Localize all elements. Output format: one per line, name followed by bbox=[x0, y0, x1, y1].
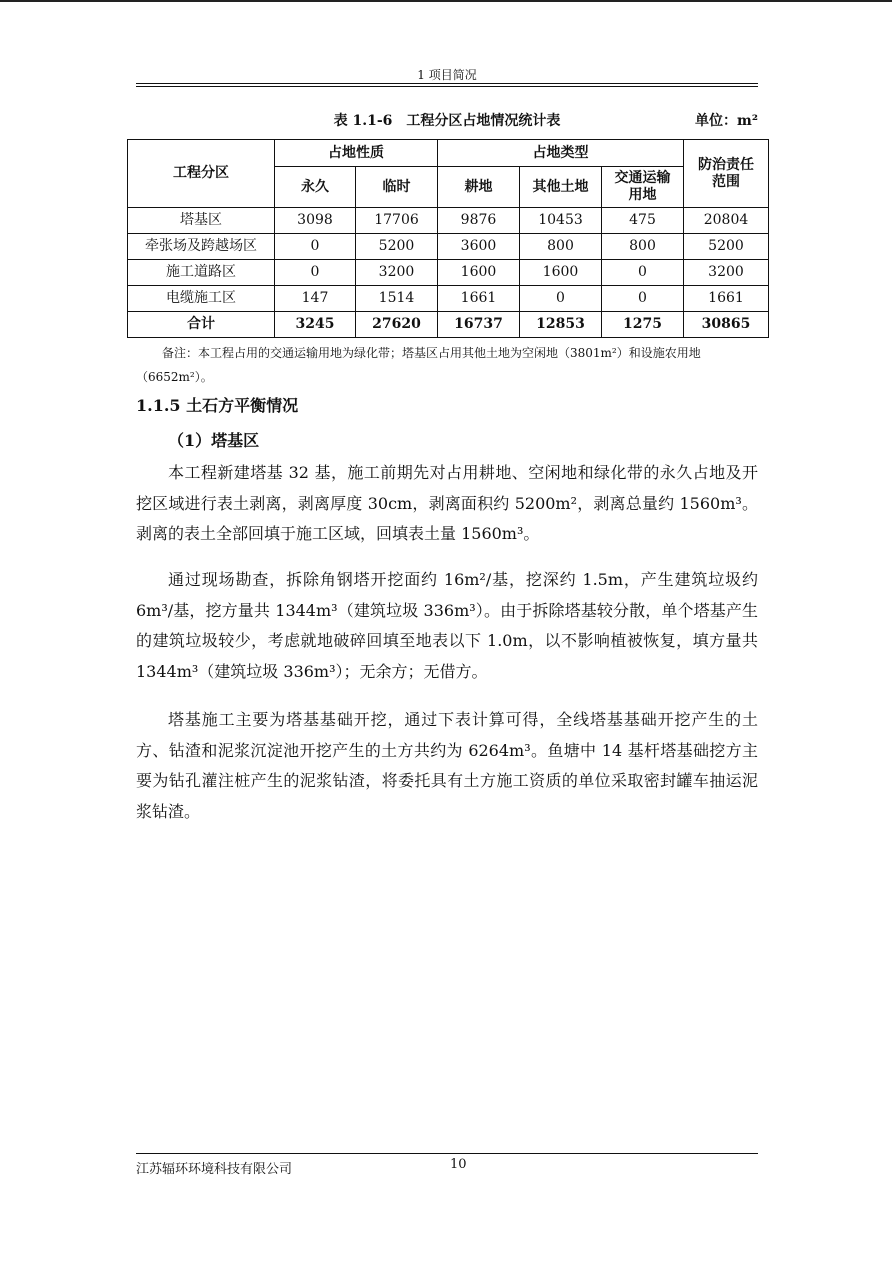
cell-permanent: 0 bbox=[275, 260, 356, 286]
header-transport bbox=[602, 167, 684, 208]
body-paragraph: 本工程新建塔基 32 基，施工前期先对占用耕地、空闲地和绿化带的永久占地及开挖区域进行表土剥离，剥离厚度 30cm，剥离面积约 5200m²，剥离总量约 1560m³。剥离的表土全部回填于施工区域，回填表土量 1560m³。 bbox=[136, 463, 758, 543]
running-header: 1 项目简况 bbox=[417, 68, 477, 82]
cell-temporary: 1514 bbox=[356, 286, 438, 312]
cell-zone: 电缆施工区 bbox=[128, 286, 275, 312]
cell-responsibility: 3200 bbox=[684, 260, 769, 286]
table-header-row bbox=[128, 140, 769, 167]
header-land-nature: 占地性质 bbox=[275, 140, 438, 167]
table-row bbox=[128, 234, 769, 260]
cell-other-land: 10453 bbox=[520, 208, 602, 234]
header-rule-thin bbox=[136, 86, 758, 87]
cell-transport: 0 bbox=[602, 260, 684, 286]
footer-company: 江苏辐环环境科技有限公司 bbox=[136, 1162, 293, 1177]
header-cultivated: 耕地 bbox=[438, 167, 520, 208]
cell-cultivated: 3600 bbox=[438, 234, 520, 260]
cell-responsibility: 1661 bbox=[684, 286, 769, 312]
cell-temporary: 5200 bbox=[356, 234, 438, 260]
total-transport: 1275 bbox=[602, 312, 684, 338]
body-paragraph: 通过现场勘查，拆除角钢塔开挖面约 16m²/基，挖深约 1.5m，产生建筑垃圾约 6m³/基，挖方量共 1344m³（建筑垃圾 336m³）。由于拆除塔基较分散，单个塔基产生的建筑垃圾较少，考虑就地破碎回填至地表以下 1.0m，以不影响植被恢复，填方量共 1344m³（建筑垃圾 336m³）；无余方；无借方。 bbox=[136, 570, 758, 681]
cell-responsibility: 20804 bbox=[684, 208, 769, 234]
cell-zone: 牵张场及跨越场区 bbox=[128, 234, 275, 260]
land-use-table bbox=[127, 139, 769, 338]
header-rule bbox=[136, 83, 758, 84]
total-zone: 合计 bbox=[128, 312, 275, 338]
cell-responsibility: 5200 bbox=[684, 234, 769, 260]
section-heading: 1.1.5 土石方平衡情况 bbox=[136, 396, 299, 415]
header-zone: 工程分区 bbox=[128, 140, 275, 208]
table-row bbox=[128, 286, 769, 312]
cell-cultivated: 1600 bbox=[438, 260, 520, 286]
total-responsibility: 30865 bbox=[684, 312, 769, 338]
cell-permanent: 3098 bbox=[275, 208, 356, 234]
cell-temporary: 17706 bbox=[356, 208, 438, 234]
header-permanent: 永久 bbox=[275, 167, 356, 208]
table-title: 表 1.1-6 工程分区占地情况统计表 bbox=[333, 113, 561, 129]
table-total-row bbox=[128, 312, 769, 338]
header-land-type: 占地类型 bbox=[438, 140, 684, 167]
cell-other-land: 0 bbox=[520, 286, 602, 312]
body-paragraph: 塔基施工主要为塔基基础开挖，通过下表计算可得，全线塔基基础开挖产生的土方、钻渣和泥浆沉淀池开挖产生的土方共约为 6264m³。鱼塘中 14 基杆塔基础挖方主要为钻孔灌注桩产生的泥浆钻渣，将委托具有土方施工资质的单位采取密封罐车抽运泥浆钻渣。 bbox=[136, 710, 758, 821]
cell-transport: 475 bbox=[602, 208, 684, 234]
cell-temporary: 3200 bbox=[356, 260, 438, 286]
cell-transport: 800 bbox=[602, 234, 684, 260]
header-responsibility bbox=[684, 140, 769, 208]
header-temporary: 临时 bbox=[356, 167, 438, 208]
total-cultivated: 16737 bbox=[438, 312, 520, 338]
cell-permanent: 147 bbox=[275, 286, 356, 312]
cell-cultivated: 1661 bbox=[438, 286, 520, 312]
table-caption bbox=[136, 110, 758, 130]
page-number: 10 bbox=[450, 1157, 467, 1172]
table-unit: 单位：m² bbox=[695, 113, 758, 129]
page-top-border bbox=[0, 0, 892, 2]
footer-rule bbox=[136, 1153, 758, 1154]
cell-permanent: 0 bbox=[275, 234, 356, 260]
header-responsibility-text: 防治责任范围 bbox=[698, 156, 754, 190]
total-other-land: 12853 bbox=[520, 312, 602, 338]
cell-zone: 塔基区 bbox=[128, 208, 275, 234]
cell-other-land: 1600 bbox=[520, 260, 602, 286]
total-permanent: 3245 bbox=[275, 312, 356, 338]
cell-zone: 施工道路区 bbox=[128, 260, 275, 286]
subsection-heading: （1）塔基区 bbox=[168, 431, 260, 450]
header-other-land: 其他土地 bbox=[520, 167, 602, 208]
cell-transport: 0 bbox=[602, 286, 684, 312]
table-row bbox=[128, 208, 769, 234]
header-transport-text: 交通运输用地 bbox=[614, 170, 671, 203]
table-note: 备注：本工程占用的交通运输用地为绿化带；塔基区占用其他土地为空闲地（3801m²）和设施农用地（6652m²）。 bbox=[136, 346, 701, 384]
table-row bbox=[128, 260, 769, 286]
cell-cultivated: 9876 bbox=[438, 208, 520, 234]
cell-other-land: 800 bbox=[520, 234, 602, 260]
total-temporary: 27620 bbox=[356, 312, 438, 338]
